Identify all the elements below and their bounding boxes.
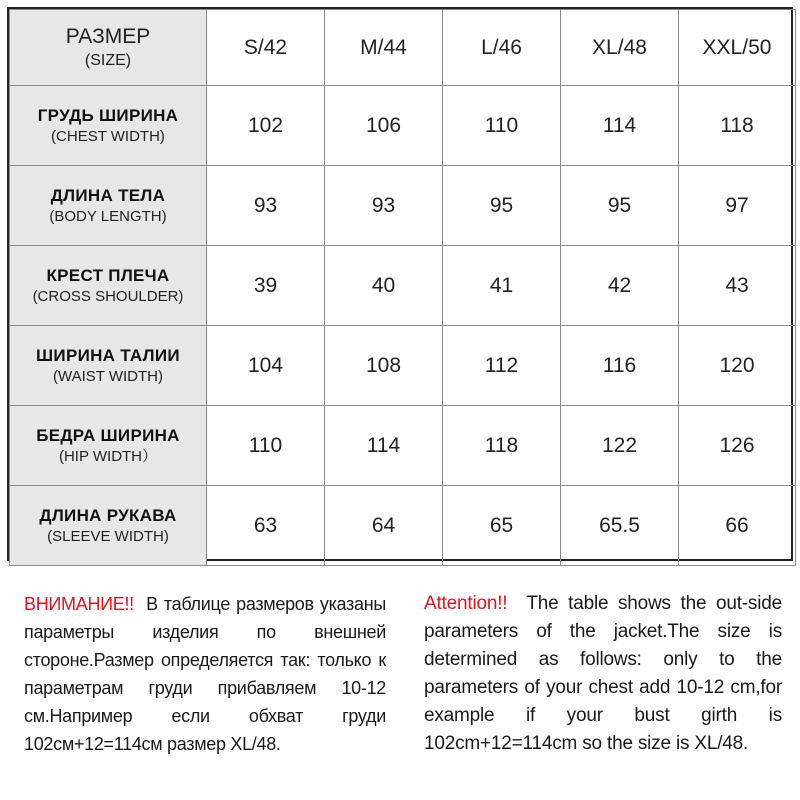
table-cell: 93 bbox=[207, 166, 325, 246]
table-cell: 40 bbox=[325, 246, 443, 326]
header-row bbox=[10, 10, 796, 86]
table-cell: 39 bbox=[207, 246, 325, 326]
row-label-chest: ГРУДЬ ШИРИНА (CHEST WIDTH) bbox=[10, 86, 207, 166]
attention-note-en bbox=[424, 590, 782, 758]
size-header-cell bbox=[10, 10, 207, 86]
table-cell: 120 bbox=[679, 326, 796, 406]
table-cell: 114 bbox=[561, 86, 679, 166]
size-table-frame bbox=[7, 7, 793, 561]
table-cell: 110 bbox=[207, 406, 325, 486]
table-cell: 65 bbox=[443, 486, 561, 566]
table-cell: 118 bbox=[443, 406, 561, 486]
table-cell: 63 bbox=[207, 486, 325, 566]
attention-text-ru: В таблице размеров указаны параметры изделия по внешней стороне.Размер определяется так: только к параметрам груди прибавляем 10-12 см.Например если обхват груди 102см+12=114см размер XL/48. bbox=[24, 594, 386, 754]
row-label-hip: БЕДРА ШИРИНА (HIP WIDTH） bbox=[10, 406, 207, 486]
table-cell: 108 bbox=[325, 326, 443, 406]
attention-text-en: The table shows the out-side parameters of the jacket.The size is determined as follows: only to the parameters of your chest add 10-12 cm,for example if your bust girth is 102cm+12=114cm so the size is XL/48. bbox=[424, 593, 782, 754]
table-cell: 116 bbox=[561, 326, 679, 406]
size-col-header: M/44 bbox=[325, 10, 443, 86]
size-col-header: XXL/50 bbox=[679, 10, 796, 86]
table-cell: 95 bbox=[443, 166, 561, 246]
table-cell: 102 bbox=[207, 86, 325, 166]
table-cell: 114 bbox=[325, 406, 443, 486]
attention-label-ru: ВНИМАНИЕ!! bbox=[24, 594, 134, 614]
table-cell: 112 bbox=[443, 326, 561, 406]
attention-note-ru bbox=[24, 590, 386, 758]
table-row bbox=[10, 486, 796, 566]
table-row bbox=[10, 86, 796, 166]
attention-label-en: Attention!! bbox=[424, 593, 508, 614]
row-label-body-length: ДЛИНА ТЕЛА (BODY LENGTH) bbox=[10, 166, 207, 246]
table-cell: 43 bbox=[679, 246, 796, 326]
attention-notes bbox=[0, 580, 800, 800]
size-table bbox=[9, 9, 796, 566]
table-cell: 42 bbox=[561, 246, 679, 326]
table-cell: 95 bbox=[561, 166, 679, 246]
size-col-header: XL/48 bbox=[561, 10, 679, 86]
table-cell: 41 bbox=[443, 246, 561, 326]
row-label-sleeve: ДЛИНА РУКАВА (SLEEVE WIDTH) bbox=[10, 486, 207, 566]
table-row bbox=[10, 326, 796, 406]
table-row bbox=[10, 246, 796, 326]
size-col-header: L/46 bbox=[443, 10, 561, 86]
table-cell: 65.5 bbox=[561, 486, 679, 566]
table-row bbox=[10, 406, 796, 486]
table-cell: 104 bbox=[207, 326, 325, 406]
table-cell: 93 bbox=[325, 166, 443, 246]
row-label-waist: ШИРИНА ТАЛИИ (WAIST WIDTH) bbox=[10, 326, 207, 406]
table-row bbox=[10, 166, 796, 246]
table-cell: 66 bbox=[679, 486, 796, 566]
size-header-en: (SIZE) bbox=[84, 51, 132, 69]
table-cell: 118 bbox=[679, 86, 796, 166]
table-cell: 97 bbox=[679, 166, 796, 246]
size-header-ru: РАЗМЕР bbox=[65, 24, 151, 48]
table-cell: 126 bbox=[679, 406, 796, 486]
size-col-header: S/42 bbox=[207, 10, 325, 86]
row-label-cross-shoulder: КРЕСТ ПЛЕЧА (CROSS SHOULDER) bbox=[10, 246, 207, 326]
table-cell: 106 bbox=[325, 86, 443, 166]
table-cell: 64 bbox=[325, 486, 443, 566]
table-cell: 122 bbox=[561, 406, 679, 486]
table-cell: 110 bbox=[443, 86, 561, 166]
